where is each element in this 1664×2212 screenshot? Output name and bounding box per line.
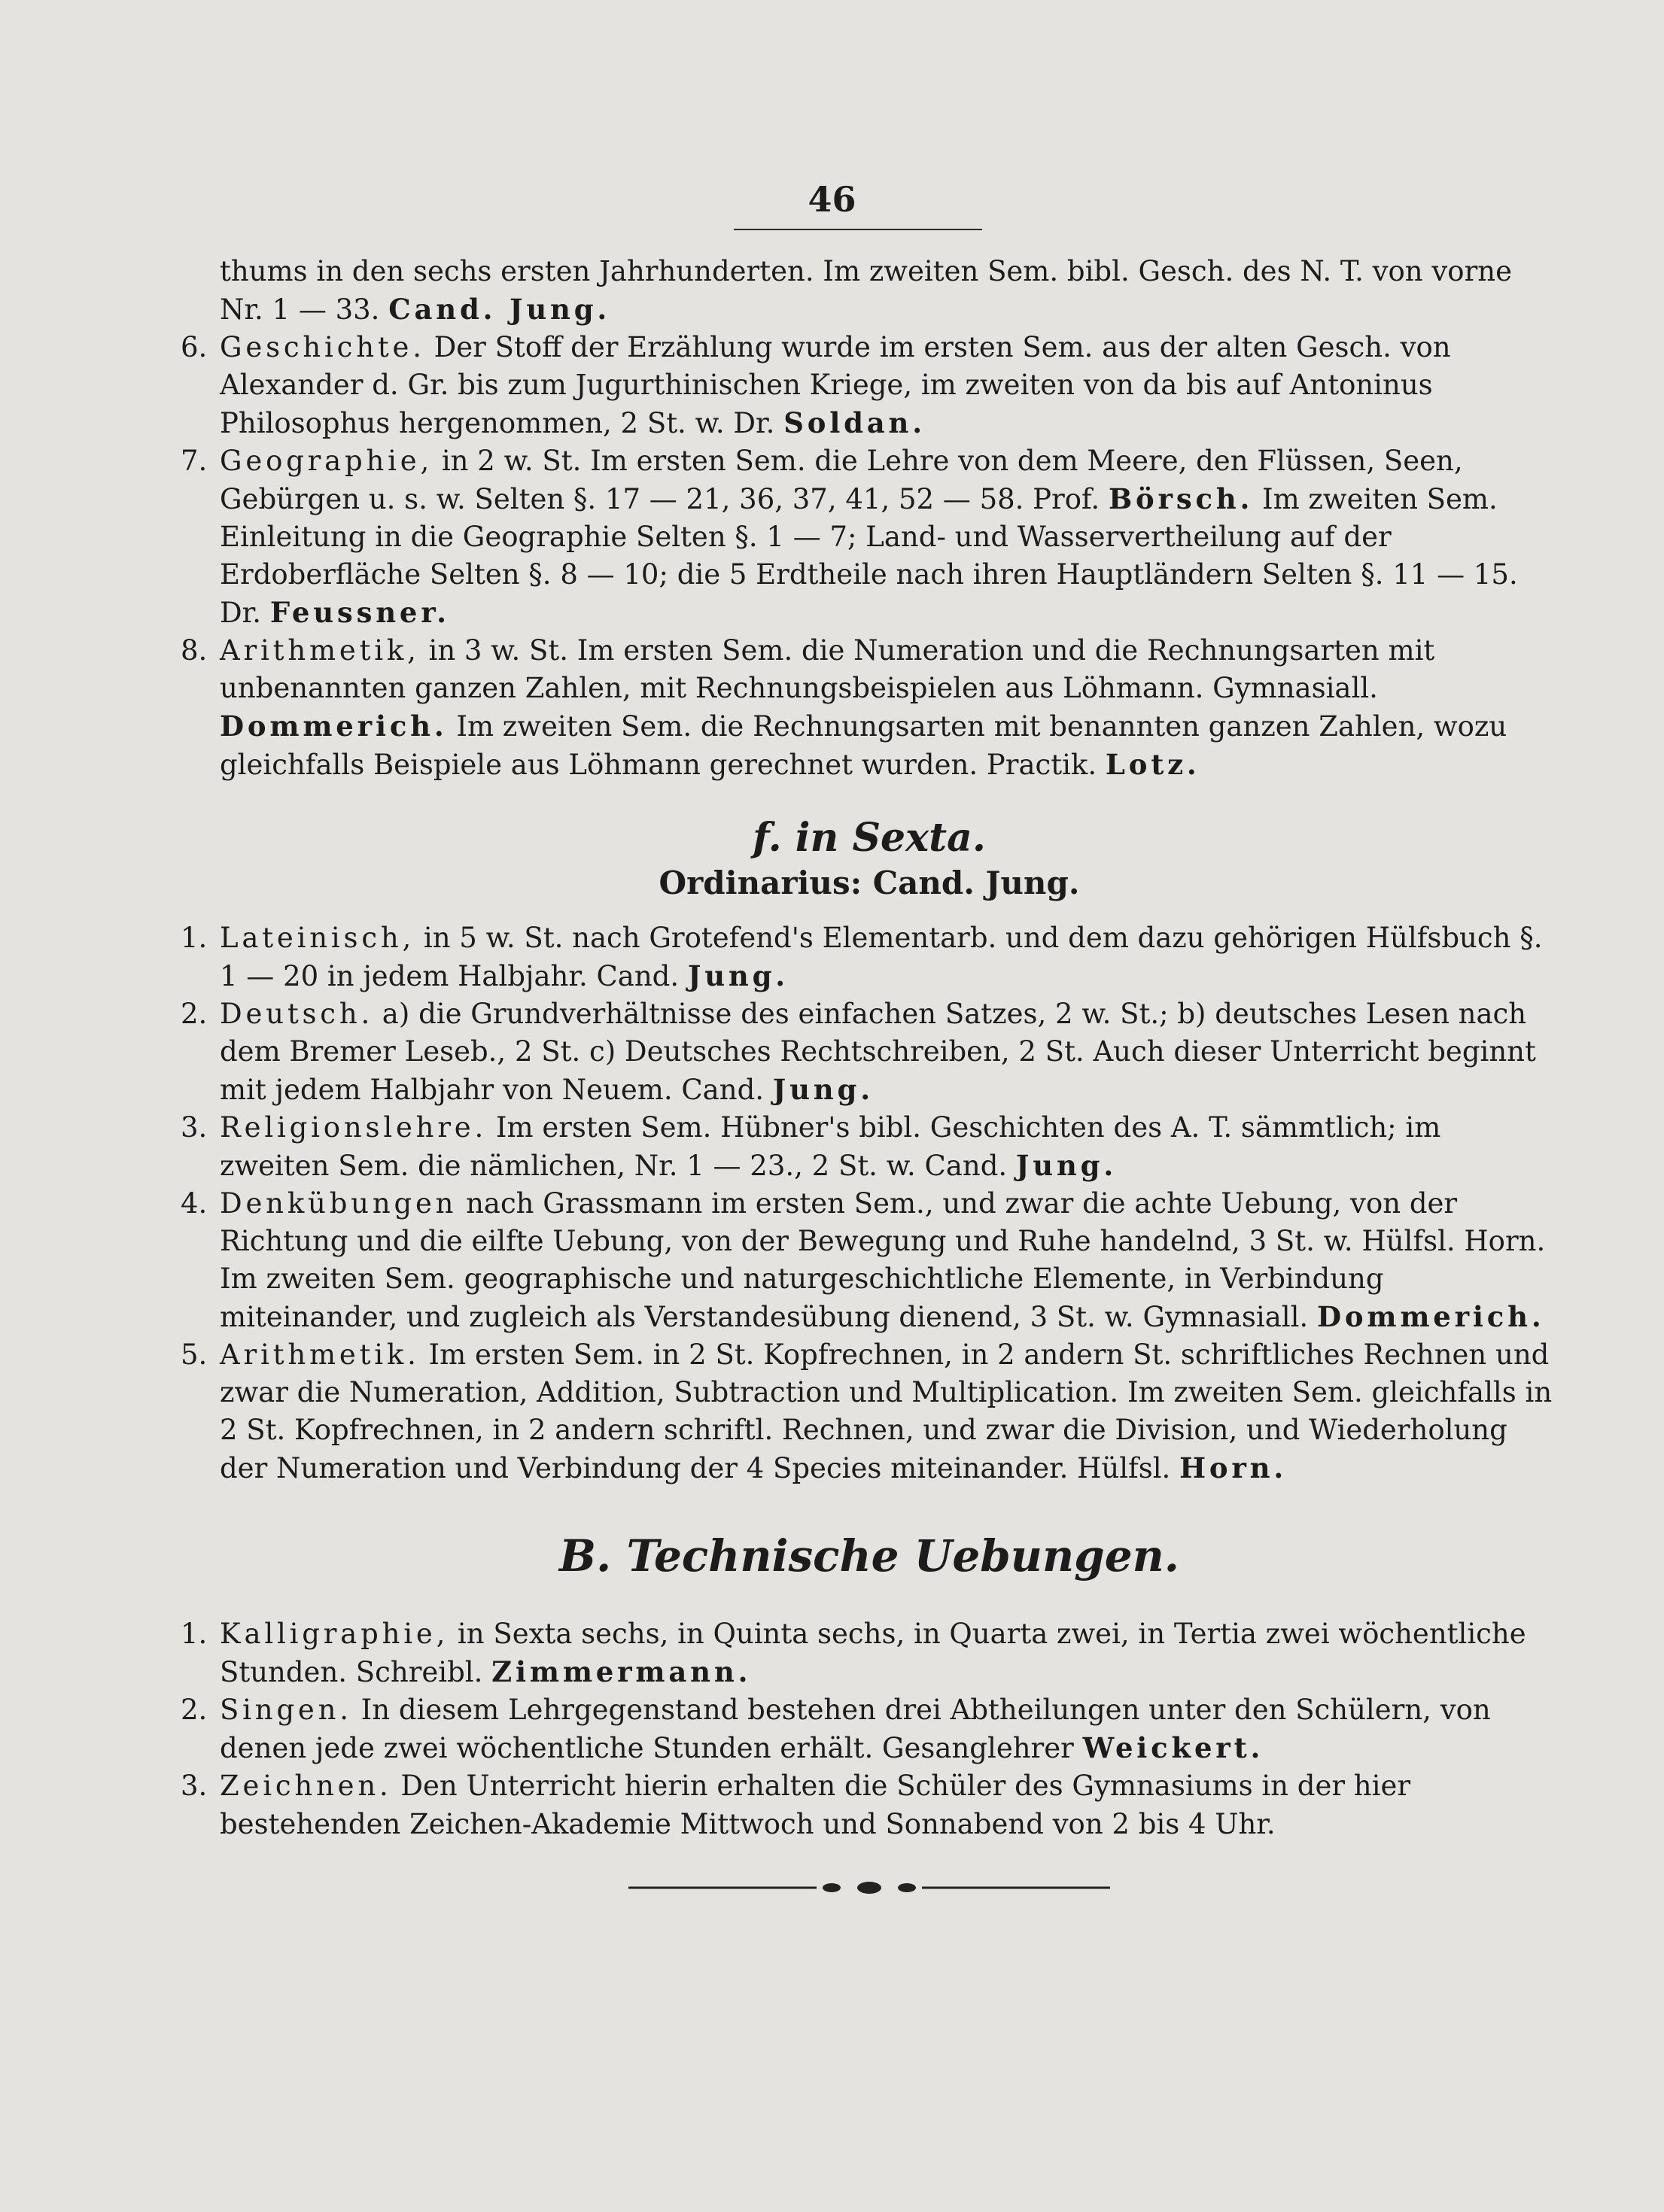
list-item-denkuebungen bbox=[181, 1185, 1558, 1336]
item-text-2: Im zweiten Sem. Einleitung in die Geographie Selten §. 1 — 7; Land- und Wasservertheilung auf der Erdoberfläche Selten §. 8 — 10; die 5 Erdtheile nach ihren Hauptländern Selten §. 11 — 15. Dr. bbox=[220, 483, 1518, 629]
item-teacher: Dommerich. bbox=[1316, 1300, 1545, 1333]
item-text: a) die Grundverhältnisse des einfachen Satzes, 2 w. St.; b) deutsches Lesen nach dem Bremer Leseb., 2 St. c) Deutsches Rechtschreiben, 2 St. Auch dieser Unterricht beginnt mit jedem Halbjahr von Neuem. Cand. bbox=[220, 998, 1536, 1106]
item-teacher-2: Lotz. bbox=[1105, 748, 1200, 781]
page-number: 46 bbox=[808, 179, 856, 220]
item-text-2: Im zweiten Sem. die Rechnungsarten mit benannten ganzen Zahlen, wozu gleichfalls Beispiele aus Löhmann gerechnet wurden. Practik. bbox=[220, 710, 1507, 781]
list-item-arithmetik bbox=[181, 632, 1558, 784]
item-text: in 3 w. St. Im ersten Sem. die Numeration und die Rechnungsarten mit unbenannten ganzen Zahlen, mit Rechnungsbeispielen aus Löhmann. Gymnasiall. bbox=[220, 634, 1435, 704]
item-subject: Kalligraphie, bbox=[220, 1618, 449, 1650]
list-item-geschichte bbox=[181, 329, 1558, 442]
item-text: nach Grassmann im ersten Sem., und zwar die achte Uebung, von der Richtung und die eilfte Uebung, von der Bewegung und Ruhe handelnd, 3 St. w. Hülfsl. Horn. Im zweiten Sem. geographische und naturgeschichtliche Elemente, in Verbindung miteinander, und zugleich als Verstandesübung dienend, 3 St. w. Gymnasiall. bbox=[220, 1187, 1546, 1333]
item-text: Den Unterricht hierin erhalten die Schüler des Gymnasiums in der hier bestehenden Zeichen-Akademie Mittwoch und Sonnabend von 2 bis 4 Uhr. bbox=[220, 1770, 1411, 1840]
item-subject: Singen. bbox=[220, 1694, 352, 1726]
item-subject: Zeichnen. bbox=[220, 1770, 392, 1802]
item-teacher: Soldan. bbox=[783, 406, 926, 439]
list-item-lateinisch bbox=[181, 919, 1558, 995]
list-item-geographie bbox=[181, 442, 1558, 632]
list-item-kalligraphie bbox=[181, 1615, 1558, 1691]
item-number: 6. bbox=[181, 331, 208, 363]
ornament-dot bbox=[898, 1883, 916, 1892]
list-item-zeichnen bbox=[181, 1767, 1558, 1843]
item-teacher: Dommerich. bbox=[220, 709, 448, 743]
header-rule bbox=[734, 229, 982, 230]
item-text: Im ersten Sem. Hübner's bibl. Geschichten des A. T. sämmtlich; im zweiten Sem. die nämlichen, Nr. 1 — 23., 2 St. w. Cand. bbox=[220, 1111, 1441, 1182]
item-subject: Denkübungen bbox=[220, 1187, 458, 1220]
item-teacher: Horn. bbox=[1179, 1451, 1288, 1484]
item-teacher: Börsch. bbox=[1108, 482, 1254, 515]
intro-line1: thums in den sechs ersten Jahrhunderten. Im zweiten Sem. bibl. Gesch. des N. T. von vorne bbox=[220, 255, 1512, 287]
item-teacher: Jung. bbox=[687, 959, 789, 992]
item-number: 2. bbox=[181, 998, 208, 1030]
item-number: 4. bbox=[181, 1187, 208, 1220]
item-subject: Geschichte. bbox=[220, 331, 425, 363]
item-number: 7. bbox=[181, 445, 208, 477]
item-number: 3. bbox=[181, 1111, 208, 1144]
item-subject: Geographie, bbox=[220, 445, 433, 477]
item-subject: Lateinisch, bbox=[220, 922, 415, 954]
item-teacher: Zimmermann. bbox=[491, 1655, 752, 1688]
item-subject: Deutsch. bbox=[220, 998, 374, 1030]
item-text: Im ersten Sem. in 2 St. Kopfrechnen, in 2 andern St. schriftliches Rechnen und zwar die Numeration, Addition, Subtraction und Multiplication. Im zweiten Sem. gleichfalls in 2 St. Kopfrechnen, in 2 andern schriftl. Rechnen, und zwar die Division, und Wiederholung der Numeration und Verbindung der 4 Species miteinander. Hülfsl. bbox=[220, 1338, 1553, 1484]
ornament-dot bbox=[823, 1883, 841, 1892]
page-body bbox=[181, 253, 1558, 1899]
item-text: Der Stoff der Erzählung wurde im ersten Sem. aus der alten Gesch. von Alexander d. Gr. bis zum Jugurthinischen Kriege, im zweiten von da bis auf Antoninus Philosophus hergenommen, 2 St. w. Dr. bbox=[220, 331, 1451, 439]
item-number: 3. bbox=[181, 1770, 208, 1802]
list-item-deutsch bbox=[181, 995, 1558, 1109]
list-item-singen bbox=[181, 1691, 1558, 1767]
intro-teacher: Cand. Jung. bbox=[388, 293, 611, 326]
item-teacher: Weickert. bbox=[1082, 1731, 1264, 1764]
item-number: 2. bbox=[181, 1694, 208, 1726]
item-teacher: Jung. bbox=[772, 1073, 874, 1106]
item-teacher: Jung. bbox=[1015, 1149, 1118, 1182]
item-text: In diesem Lehrgegenstand bestehen drei Abtheilungen unter den Schülern, von denen jede zwei wöchentliche Stunden erhält. Gesanglehrer bbox=[220, 1694, 1491, 1764]
item-number: 5. bbox=[181, 1338, 208, 1371]
item-text: in 2 w. St. Im ersten Sem. die Lehre von dem Meere, den Flüssen, Seen, Gebürgen u. s. w. Selten §. 17 — 21, 36, 37, 41, 52 — 58. Prof. bbox=[220, 445, 1463, 515]
item-text: in 5 w. St. nach Grotefend's Elementarb. und dem dazu gehörigen Hülfsbuch §. 1 — 20 in jedem Halbjahr. Cand. bbox=[220, 922, 1543, 992]
ornament-divider bbox=[628, 1876, 1110, 1899]
item-subject: Arithmetik, bbox=[220, 634, 420, 667]
section-heading-technische-uebungen: B. Technische Uebungen. bbox=[559, 1530, 1179, 1582]
item-number: 1. bbox=[181, 1618, 208, 1650]
list-item-religionslehre bbox=[181, 1109, 1558, 1185]
item-number: 8. bbox=[181, 634, 208, 667]
item-subject: Arithmetik. bbox=[220, 1338, 420, 1371]
item-text: in Sexta sechs, in Quinta sechs, in Quarta zwei, in Tertia zwei wöchentliche Stunden. Schreibl. bbox=[220, 1618, 1526, 1688]
ornament-dot bbox=[857, 1882, 881, 1894]
item-subject: Religionslehre. bbox=[220, 1111, 488, 1144]
item-number: 1. bbox=[181, 922, 208, 954]
intro-line2: Nr. 1 — 33. bbox=[220, 293, 389, 326]
list-item-arithmetik-sexta bbox=[181, 1336, 1558, 1487]
continued-paragraph bbox=[181, 253, 1558, 329]
section-heading-sexta: f. in Sexta. bbox=[753, 815, 986, 861]
section-ordinarius: Ordinarius: Cand. Jung. bbox=[659, 864, 1080, 901]
item-teacher-2: Feussner. bbox=[269, 596, 450, 629]
